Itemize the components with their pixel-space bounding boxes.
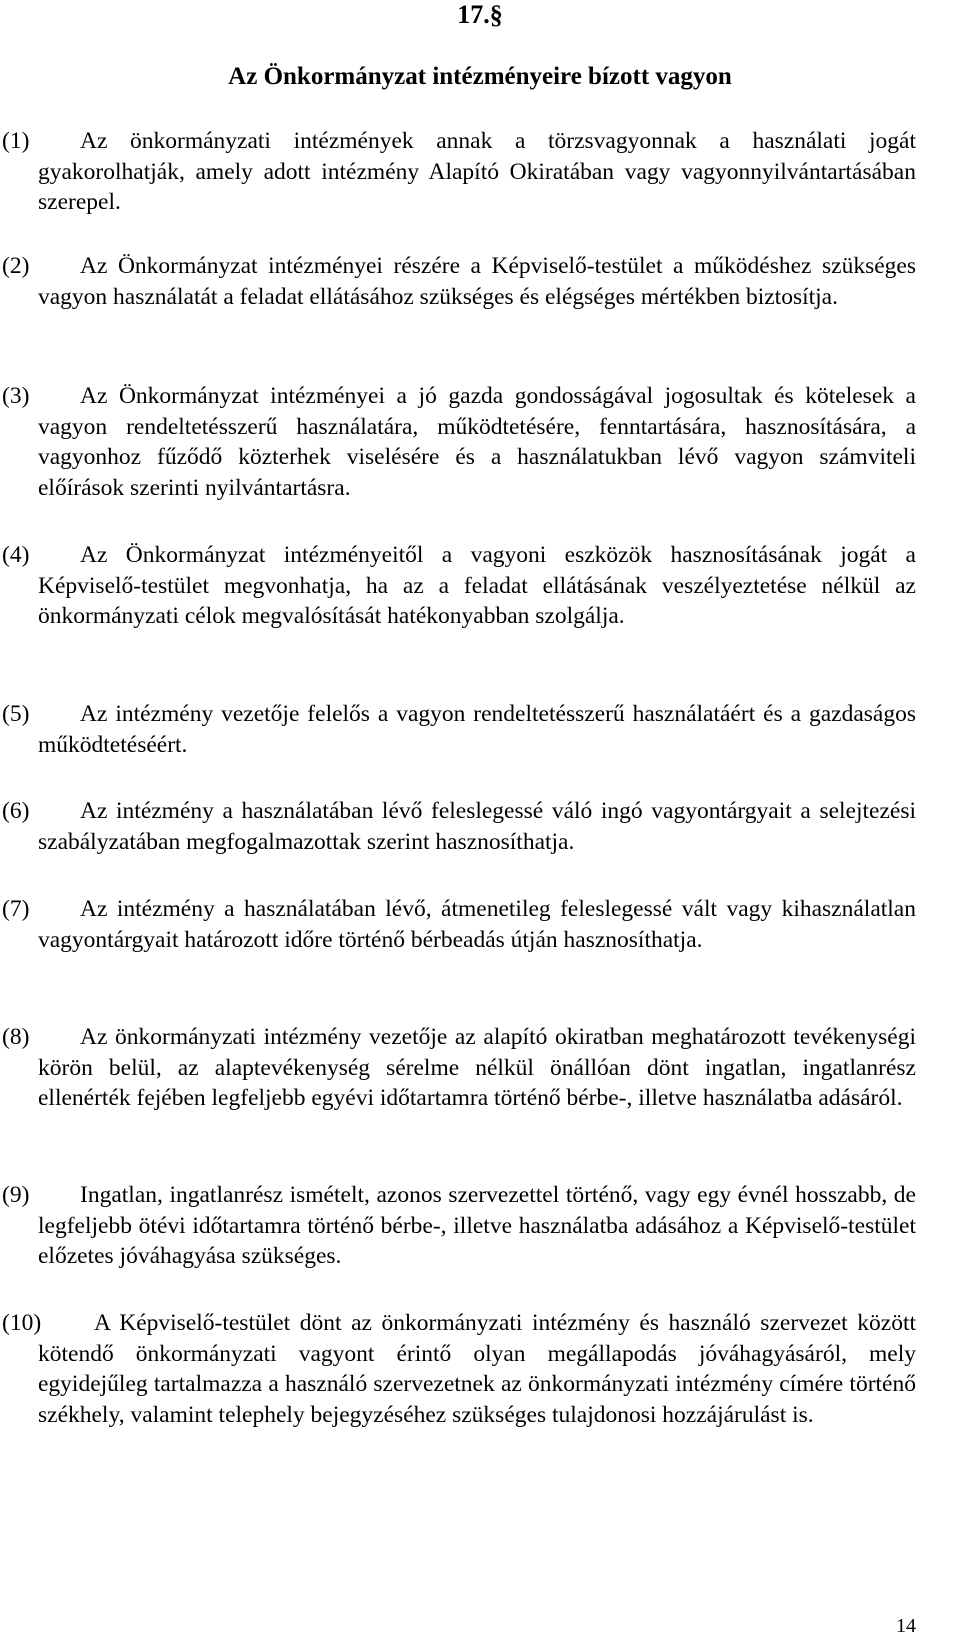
- section-title: Az Önkormányzat intézményeire bízott vagyon: [228, 63, 732, 90]
- paragraph-number: (9): [2, 1182, 30, 1208]
- paragraph-number: (7): [2, 896, 30, 922]
- paragraph-number: (3): [2, 383, 30, 409]
- paragraph-4: [0, 540, 960, 632]
- paragraph-number: (4): [2, 542, 30, 568]
- paragraph-5: [0, 699, 960, 760]
- paragraph-text: Ingatlan, ingatlanrész ismételt, azonos szervezettel történő, vagy egy évnél hosszabb, de legfeljebb ötévi időtartamra történő bérbe-, illetve használatba adásához a Képviselő-testület előzetes jóváhagyása szükséges.: [38, 1182, 916, 1269]
- paragraph-number: (5): [2, 701, 30, 727]
- paragraph-7: [0, 894, 960, 955]
- paragraph-text: Az intézmény a használatában lévő, átmenetileg feleslegessé vált vagy kihasználatlan vagyontárgyait határozott időre történő bérbeadás útján hasznosíthatja.: [38, 896, 916, 953]
- paragraph-text: Az intézmény a használatában lévő feleslegessé váló ingó vagyontárgyait a selejtezési szabályzatában megfogalmazottak szerint hasznosíthatja.: [38, 798, 916, 855]
- paragraph-number: (8): [2, 1024, 30, 1050]
- paragraph-9: [0, 1180, 960, 1272]
- paragraph-6: [0, 796, 960, 857]
- paragraph-text: A Képviselő-testület dönt az önkormányzati intézmény és használó szervezet között kötendő önkormányzati vagyont érintő olyan megállapodás jóváhagyásáról, mely egyidejűleg tartalmazza a használó szervezetnek az önkormányzati intézmény címére történő székhely, valamint telephely bejegyzéséhez szükséges tulajdonosi hozzájárulást is.: [38, 1310, 916, 1428]
- paragraph-8: [0, 1022, 960, 1114]
- page-number: 14: [896, 1615, 916, 1637]
- paragraph-text: Az Önkormányzat intézményei részére a Képviselő-testület a működéshez szükséges vagyon használatát a feladat ellátásához szükséges és elégséges mértékben biztosítja.: [38, 253, 916, 310]
- paragraph-10: [0, 1308, 960, 1430]
- paragraph-text: Az önkormányzati intézmény vezetője az alapító okiratban meghatározott tevékenységi körön belül, az alaptevékenység sérelme nélkül önállóan dönt ingatlan, ingatlanrész ellenérték fejében legfeljebb egyévi időtartamra történő bérbe-, illetve használatba adásáról.: [38, 1024, 916, 1111]
- paragraph-2: [0, 251, 960, 312]
- section-number: 17.§: [457, 0, 503, 29]
- paragraph-3: [0, 381, 960, 503]
- paragraph-number: (1): [2, 128, 30, 154]
- paragraph-text: Az intézmény vezetője felelős a vagyon rendeltetésszerű használatáért és a gazdaságos működtetéséért.: [38, 701, 916, 758]
- paragraph-1: [0, 126, 960, 218]
- paragraph-text: Az önkormányzati intézmények annak a törzsvagyonnak a használati jogát gyakorolhatják, amely adott intézmény Alapító Okiratában vagy vagyonnyilvántartásában szerepel.: [38, 128, 916, 215]
- paragraph-number: (10): [2, 1310, 42, 1336]
- paragraph-text: Az Önkormányzat intézményei a jó gazda gondosságával jogosultak és kötelesek a vagyon rendeltetésszerű használatára, működtetésére, fenntartására, hasznosítására, a vagyonhoz fűződő közterhek viselésére és a használatukban lévő vagyon számviteli előírások szerinti nyilvántartásra.: [38, 383, 916, 501]
- paragraph-number: (6): [2, 798, 30, 824]
- paragraph-number: (2): [2, 253, 30, 279]
- paragraph-text: Az Önkormányzat intézményeitől a vagyoni eszközök hasznosításának jogát a Képviselő-testület megvonhatja, ha az a feladat ellátásának veszélyeztetése nélkül az önkormányzati célok megvalósítását hatékonyabban szolgálja.: [38, 542, 916, 629]
